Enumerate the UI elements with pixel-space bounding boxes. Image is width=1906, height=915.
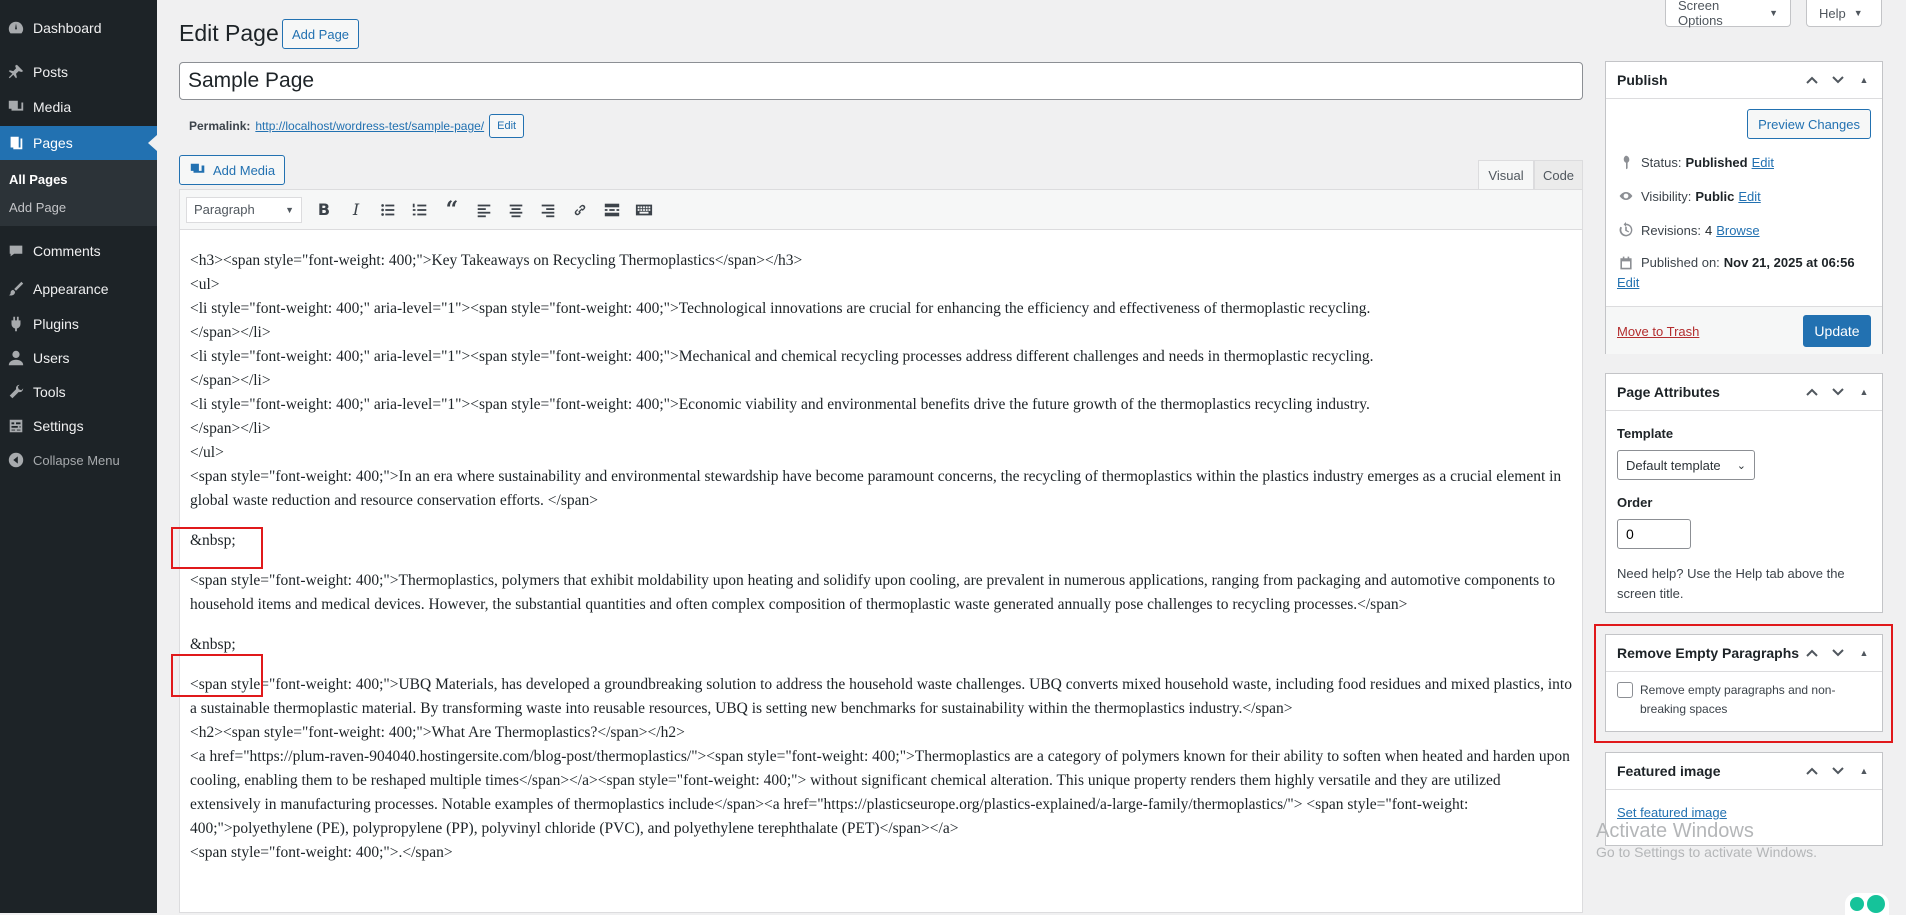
- update-button[interactable]: Update: [1803, 315, 1871, 347]
- blockquote-button[interactable]: [436, 196, 468, 224]
- help-button[interactable]: [1806, 0, 1882, 27]
- caret-down-icon: ▼: [1853, 8, 1863, 18]
- move-to-trash-link[interactable]: Move to Trash: [1617, 324, 1700, 339]
- revisions-label: Revisions:: [1641, 222, 1701, 238]
- format-select[interactable]: [186, 197, 302, 223]
- sidebar-item-plugins[interactable]: [0, 307, 157, 341]
- calendar-icon: [1617, 255, 1635, 271]
- numbered-list-icon: [411, 201, 429, 219]
- bold-button[interactable]: [308, 196, 340, 224]
- toggle-panel-icon[interactable]: ▲: [1859, 387, 1869, 397]
- floating-widget[interactable]: [1845, 893, 1889, 915]
- media-icon: [189, 161, 207, 179]
- align-center-icon: [507, 201, 525, 219]
- eye-icon: [1617, 188, 1635, 204]
- page-title: Edit Page: [179, 20, 279, 46]
- status-edit-link[interactable]: Edit: [1751, 154, 1774, 170]
- page-attributes-title: Page Attributes: [1617, 384, 1720, 400]
- collapse-icon: [6, 450, 26, 470]
- submenu-all-pages[interactable]: All Pages: [9, 172, 68, 187]
- sidebar-item-label: Plugins: [33, 316, 79, 332]
- remove-empty-option: [1617, 681, 1877, 719]
- status-row: [1617, 154, 1774, 170]
- status-value: Published: [1685, 154, 1748, 170]
- permalink-row: [189, 114, 524, 138]
- pages-icon: [6, 133, 26, 153]
- visibility-value: Public: [1695, 188, 1735, 204]
- move-up-icon[interactable]: [1802, 70, 1822, 90]
- remove-empty-paragraphs-metabox: [1605, 634, 1883, 732]
- sidebar-item-label: Settings: [33, 418, 84, 434]
- submenu-add-page[interactable]: Add Page: [9, 200, 67, 215]
- template-select-value: Default template: [1626, 457, 1721, 473]
- format-select-value: Paragraph: [194, 202, 255, 217]
- read-more-button[interactable]: [596, 196, 628, 224]
- content-line: <li style="font-weight: 400;" aria-level="1"><span style="font-weight: 400;">Technological innovations are crucial for enhancing the efficiency and effectiveness of thermoplastic recycling. </span></li>: [190, 300, 1371, 341]
- visibility-edit-link[interactable]: Edit: [1738, 188, 1761, 204]
- bullet-list-icon: [379, 201, 397, 219]
- sidebar-item-label: Posts: [33, 64, 69, 80]
- content-line: <span style="font-weight: 400;">Thermoplastics, polymers that exhibit moldability upon heating and solidify upon cooling, are prevalent in numerous applications, ranging from packaging and automotive components to household items and medical devices. However, the substantial quantities and often complex composition of thermoplastic waste generated annually pose challenges to recycling processes.</span>: [190, 572, 1560, 613]
- sidebar-item-appearance[interactable]: [0, 272, 157, 306]
- sidebar-item-label: Collapse Menu: [33, 452, 120, 468]
- publish-title: Publish: [1617, 72, 1668, 88]
- remove-empty-checkbox-label[interactable]: Remove empty paragraphs and non-breaking spaces: [1640, 683, 1836, 716]
- help-label: Help: [1819, 5, 1846, 21]
- page-attributes-header: [1606, 374, 1882, 411]
- content-line: <ul>: [190, 276, 220, 293]
- permalink-edit-button[interactable]: Edit: [489, 114, 524, 138]
- nbsp-highlight-box: [171, 654, 263, 697]
- visibility-row: [1617, 188, 1761, 204]
- sidebar-item-label: Pages: [33, 135, 73, 151]
- nbsp-line: &nbsp;: [190, 636, 236, 653]
- order-label: Order: [1617, 495, 1653, 510]
- featured-image-header: [1606, 753, 1882, 790]
- screen-options-button[interactable]: [1665, 0, 1791, 27]
- sidebar-item-comments[interactable]: [0, 234, 157, 268]
- chevron-down-icon: ⌄: [1736, 459, 1746, 472]
- permalink-link[interactable]: http://localhost/wordress-test/sample-page/: [255, 119, 485, 133]
- toggle-panel-icon[interactable]: ▲: [1859, 648, 1869, 658]
- bold-icon: B: [317, 200, 331, 219]
- user-icon: [6, 348, 26, 368]
- caret-down-icon: ▼: [285, 204, 294, 215]
- move-down-icon[interactable]: [1828, 761, 1848, 781]
- published-on-row: [1617, 255, 1877, 290]
- quote-icon: “: [445, 196, 459, 223]
- editor-toolbar: [180, 190, 1582, 230]
- sidebar-item-settings[interactable]: [0, 409, 157, 443]
- editor-content[interactable]: [180, 230, 1582, 912]
- sidebar-item-tools[interactable]: [0, 375, 157, 409]
- page-attributes-metabox: [1605, 373, 1883, 613]
- nbsp-line: &nbsp;: [190, 532, 236, 549]
- sidebar-item-label: Appearance: [33, 281, 109, 297]
- move-up-icon[interactable]: [1802, 643, 1822, 663]
- publish-header: [1606, 62, 1882, 99]
- align-right-button[interactable]: [532, 196, 564, 224]
- sidebar-item-pages[interactable]: [0, 126, 157, 160]
- toggle-panel-icon[interactable]: ▲: [1859, 766, 1869, 776]
- dashboard-icon: [6, 18, 26, 38]
- brush-icon: [6, 279, 26, 299]
- sidebar-item-media[interactable]: [0, 90, 157, 124]
- order-input[interactable]: [1617, 519, 1691, 549]
- pin-icon: [6, 62, 26, 82]
- set-featured-image-link[interactable]: Set featured image: [1617, 805, 1727, 820]
- revisions-row: [1617, 222, 1760, 238]
- align-center-button[interactable]: [500, 196, 532, 224]
- align-left-button[interactable]: [468, 196, 500, 224]
- tab-visual[interactable]: Visual: [1478, 160, 1534, 189]
- publish-metabox: [1605, 61, 1883, 354]
- move-down-icon[interactable]: [1828, 70, 1848, 90]
- published-value: Nov 21, 2025 at 06:56: [1723, 255, 1855, 270]
- toolbar-toggle-button[interactable]: [628, 196, 660, 224]
- content-line: </ul>: [190, 444, 224, 461]
- content-line: <li style="font-weight: 400;" aria-level="1"><span style="font-weight: 400;">Economic viability and environmental benefits drive the future growth of the thermoplastics recycling industry. </span></li>: [190, 396, 1370, 437]
- comment-icon: [6, 241, 26, 261]
- pages-submenu: [0, 160, 157, 226]
- bulleted-list-button[interactable]: [372, 196, 404, 224]
- status-label: Status:: [1641, 154, 1682, 170]
- read-more-icon: [603, 201, 621, 219]
- numbered-list-button[interactable]: [404, 196, 436, 224]
- content-line: <h2><span style="font-weight: 400;">What Are Thermoplastics?</span></h2>: [190, 724, 685, 741]
- content-line: <li style="font-weight: 400;" aria-level="1"><span style="font-weight: 400;">Mechanical and chemical recycling processes address different challenges and needs in thermoplastic recycling. </span></li>: [190, 348, 1374, 389]
- permalink-label: Permalink:: [189, 119, 251, 133]
- sidebar-item-label: Dashboard: [33, 20, 102, 36]
- template-label: Template: [1617, 426, 1674, 441]
- add-media-label: Add Media: [213, 162, 276, 178]
- content-line: <a href="https://plum-raven-904040.hostingersite.com/blog-post/thermoplastics/"><span style="font-weight: 400;">Thermoplastics are a category of polymers known for their ability to soften when heated and harden upon cooling, enabling them to be reshaped multiple times</span></a><span style="font-weight: 400;"> without significant chemical alteration. This unique property renders them highly versatile and they are utilized extensively in manufacturing processes. Notable examples of thermoplastics include</span><a href="https://plasticseurope.org/plastics-explained/a-large-family/thermoplastics/"> <span style="font-weight: 400;">polyethylene (PE), polypropylene (PP), polyvinyl chloride (PVC), and polyethylene terephthalate (PET)</span></a>: [190, 748, 1574, 837]
- remove-empty-checkbox[interactable]: [1617, 682, 1633, 698]
- add-media-button[interactable]: [179, 155, 285, 185]
- pin-icon: [1617, 154, 1635, 170]
- grammarly-icon: [1867, 895, 1885, 913]
- toggle-panel-icon[interactable]: ▲: [1859, 75, 1869, 85]
- sidebar-item-dashboard[interactable]: [0, 11, 157, 45]
- visibility-label: Visibility:: [1641, 188, 1692, 204]
- remove-empty-title: Remove Empty Paragraphs: [1617, 645, 1800, 661]
- move-up-icon[interactable]: [1802, 761, 1822, 781]
- featured-image-title: Featured image: [1617, 763, 1721, 779]
- screen-options-label: Screen Options: [1678, 0, 1723, 28]
- content-line: <span style="font-weight: 400;">UBQ Materials, has developed a groundbreaking solution to address the household waste challenges. UBQ converts mixed household waste, including food residues and mixed plastics, into a sustainable thermoplastic material. By transforming waste into reusable resources, UBQ is setting new benchmarks for sustainability within the thermoplastics industry.</span>: [190, 676, 1576, 717]
- align-right-icon: [539, 201, 557, 219]
- preview-changes-button[interactable]: Preview Changes: [1747, 109, 1871, 139]
- history-icon: [1617, 222, 1635, 238]
- sidebar-item-label: Media: [33, 99, 72, 115]
- content-line: <span style="font-weight: 400;">In an era where sustainability and environmental stewardship have become paramount concerns, the recycling of thermoplastics within the plastics industry emerges as a crucial element in global waste reduction and resource conservation efforts. </span>: [190, 468, 1566, 509]
- move-down-icon[interactable]: [1828, 643, 1848, 663]
- collapse-menu-button[interactable]: [0, 443, 157, 477]
- plugin-icon: [6, 314, 26, 334]
- italic-icon: I: [352, 200, 360, 219]
- add-page-button[interactable]: Add Page: [282, 19, 359, 49]
- revisions-browse-link[interactable]: Browse: [1716, 222, 1760, 238]
- move-up-icon[interactable]: [1802, 382, 1822, 402]
- wrench-icon: [6, 382, 26, 402]
- admin-sidebar: [0, 0, 157, 913]
- sidebar-item-posts[interactable]: [0, 55, 157, 89]
- post-title-input[interactable]: [179, 62, 1583, 100]
- settings-icon: [6, 416, 26, 436]
- revisions-value: 4: [1704, 222, 1713, 238]
- link-icon: [571, 201, 589, 219]
- content-line: <h3><span style="font-weight: 400;">Key Takeaways on Recycling Thermoplastics</span></h3>: [190, 252, 803, 269]
- editor-container: [179, 189, 1583, 913]
- page-attributes-help-text: Need help? Use the Help tab above the screen title.: [1617, 566, 1845, 601]
- align-left-icon: [475, 201, 493, 219]
- sidebar-item-users[interactable]: [0, 341, 157, 375]
- media-icon: [6, 97, 26, 117]
- published-label: Published on:: [1641, 255, 1720, 270]
- sidebar-item-label: Tools: [33, 384, 66, 400]
- caret-down-icon: ▼: [1769, 8, 1778, 18]
- sidebar-item-label: Users: [33, 350, 70, 366]
- nbsp-highlight-box: [171, 527, 263, 569]
- activate-windows-subtext: Go to Settings to activate Windows.: [1596, 844, 1817, 860]
- plus-icon: [1850, 897, 1864, 911]
- activate-windows-watermark: Activate Windows: [1596, 820, 1754, 842]
- sidebar-item-label: Comments: [33, 243, 101, 259]
- insert-link-button[interactable]: [564, 196, 596, 224]
- remove-empty-header: [1606, 635, 1882, 672]
- move-down-icon[interactable]: [1828, 382, 1848, 402]
- content-line: <span style="font-weight: 400;">.</span>: [190, 844, 453, 861]
- italic-button[interactable]: [340, 196, 372, 224]
- tab-code[interactable]: Code: [1534, 160, 1583, 189]
- published-edit-link[interactable]: Edit: [1617, 275, 1640, 290]
- template-select[interactable]: [1617, 450, 1755, 480]
- keyboard-icon: [635, 201, 653, 219]
